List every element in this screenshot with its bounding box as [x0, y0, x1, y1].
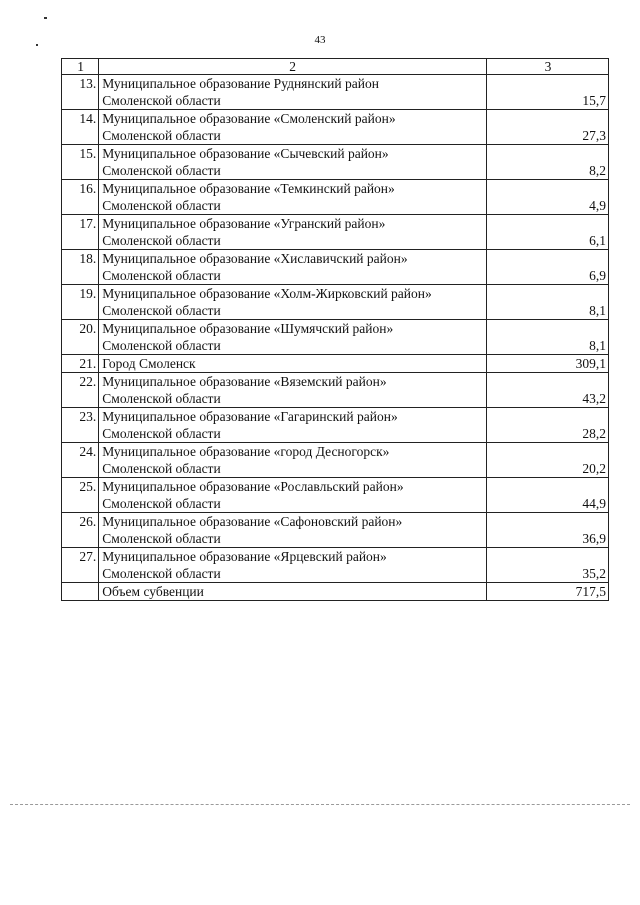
- row-number: 23.: [62, 408, 99, 443]
- row-number: 22.: [62, 373, 99, 408]
- page-number: 43: [314, 34, 326, 46]
- subvention-value: 717,5: [487, 583, 609, 601]
- row-number: 24.: [62, 443, 99, 478]
- municipality-name-line1: Муниципальное образование «город Десногорск»: [102, 444, 390, 459]
- subvention-value: 4,9: [487, 180, 609, 215]
- municipality-name-line2: Смоленской области: [102, 531, 221, 546]
- row-number: 20.: [62, 320, 99, 355]
- municipality-name-cell: [99, 320, 487, 355]
- table-row: [62, 180, 609, 215]
- municipality-name-line1: Муниципальное образование «Вяземский район»: [102, 374, 387, 389]
- municipality-name-line2: Смоленской области: [102, 233, 221, 248]
- row-number: 16.: [62, 180, 99, 215]
- table-row: [62, 320, 609, 355]
- municipality-name-line2: Смоленской области: [102, 391, 221, 406]
- municipality-name-cell: [99, 145, 487, 180]
- municipality-name-line1: Муниципальное образование «Холм-Жирковский район»: [102, 286, 432, 301]
- municipality-name-cell: [99, 408, 487, 443]
- municipality-name-cell: [99, 373, 487, 408]
- subvention-value: 28,2: [487, 408, 609, 443]
- municipality-name-line2: Смоленской области: [102, 496, 221, 511]
- municipality-name-line1: Муниципальное образование Руднянский район: [102, 76, 379, 91]
- municipality-name-cell: [99, 513, 487, 548]
- subvention-value: 8,1: [487, 320, 609, 355]
- table-row: [62, 408, 609, 443]
- subvention-value: 8,1: [487, 285, 609, 320]
- municipality-name-line1: Муниципальное образование «Хиславичский район»: [102, 251, 408, 266]
- municipality-name-cell: [99, 250, 487, 285]
- scan-mark: [44, 17, 47, 19]
- subvention-value: 44,9: [487, 478, 609, 513]
- municipality-name-line1: Муниципальное образование «Сафоновский район»: [102, 514, 403, 529]
- table-row: [62, 478, 609, 513]
- municipality-name-line2: Смоленской области: [102, 163, 221, 178]
- row-number: 15.: [62, 145, 99, 180]
- table-row: [62, 215, 609, 250]
- municipality-name-line1: Муниципальное образование «Гагаринский район»: [102, 409, 398, 424]
- municipality-name-line2: Смоленской области: [102, 128, 221, 143]
- column-header-3: 3: [487, 59, 609, 75]
- table-body: [62, 75, 609, 601]
- row-number: 27.: [62, 548, 99, 583]
- municipality-name-cell: [99, 180, 487, 215]
- municipality-name-line1: Объем субвенции: [102, 584, 204, 599]
- column-header-1: 1: [62, 59, 99, 75]
- municipality-name-line2: Смоленской области: [102, 566, 221, 581]
- municipality-name-cell: [99, 110, 487, 145]
- municipality-name-line1: Муниципальное образование «Сычевский район»: [102, 146, 389, 161]
- table-row: [62, 355, 609, 373]
- subvention-value: 35,2: [487, 548, 609, 583]
- municipality-name-line1: Муниципальное образование «Смоленский район»: [102, 111, 396, 126]
- table-row: [62, 145, 609, 180]
- table-row: [62, 285, 609, 320]
- row-number: 25.: [62, 478, 99, 513]
- municipality-name-cell: [99, 285, 487, 320]
- table-row: [62, 75, 609, 110]
- municipality-name-line1: Город Смоленск: [102, 356, 196, 371]
- municipality-name-cell: [99, 215, 487, 250]
- row-number: 26.: [62, 513, 99, 548]
- municipality-name-line2: Смоленской области: [102, 93, 221, 108]
- row-number: 13.: [62, 75, 99, 110]
- page-divider-line: [10, 804, 630, 805]
- municipality-name-cell: [99, 548, 487, 583]
- municipality-name-line1: Муниципальное образование «Угранский район»: [102, 216, 386, 231]
- municipality-name-line2: Смоленской области: [102, 426, 221, 441]
- subvention-table: [61, 58, 609, 601]
- municipality-name-cell: [99, 75, 487, 110]
- subvention-value: 27,3: [487, 110, 609, 145]
- municipality-name-cell: [99, 355, 487, 373]
- table-row: [62, 443, 609, 478]
- municipality-name-line2: Смоленской области: [102, 198, 221, 213]
- table-row: [62, 513, 609, 548]
- row-number: 18.: [62, 250, 99, 285]
- subvention-value: 309,1: [487, 355, 609, 373]
- subvention-value: 8,2: [487, 145, 609, 180]
- municipality-name-cell: [99, 478, 487, 513]
- table-row: [62, 250, 609, 285]
- municipality-name-line1: Муниципальное образование «Рославльский район»: [102, 479, 404, 494]
- municipality-name-line2: Смоленской области: [102, 338, 221, 353]
- municipality-name-line1: Муниципальное образование «Темкинский район»: [102, 181, 395, 196]
- subvention-value: 6,9: [487, 250, 609, 285]
- row-number: 17.: [62, 215, 99, 250]
- subvention-value: 36,9: [487, 513, 609, 548]
- subvention-value: 6,1: [487, 215, 609, 250]
- row-number: 19.: [62, 285, 99, 320]
- municipality-name-cell: [99, 583, 487, 601]
- municipality-name-line2: Смоленской области: [102, 461, 221, 476]
- subvention-value: 15,7: [487, 75, 609, 110]
- column-header-2: 2: [99, 59, 487, 75]
- subvention-value: 43,2: [487, 373, 609, 408]
- municipality-name-line2: Смоленской области: [102, 303, 221, 318]
- municipality-name-cell: [99, 443, 487, 478]
- table-row: [62, 373, 609, 408]
- table-row: [62, 548, 609, 583]
- municipality-name-line1: Муниципальное образование «Шумячский район»: [102, 321, 394, 336]
- row-number: 21.: [62, 355, 99, 373]
- municipality-name-line1: Муниципальное образование «Ярцевский район»: [102, 549, 387, 564]
- table-row: [62, 583, 609, 601]
- table-header-row: [62, 59, 609, 75]
- subvention-value: 20,2: [487, 443, 609, 478]
- row-number: [62, 583, 99, 601]
- table-row: [62, 110, 609, 145]
- row-number: 14.: [62, 110, 99, 145]
- municipality-name-line2: Смоленской области: [102, 268, 221, 283]
